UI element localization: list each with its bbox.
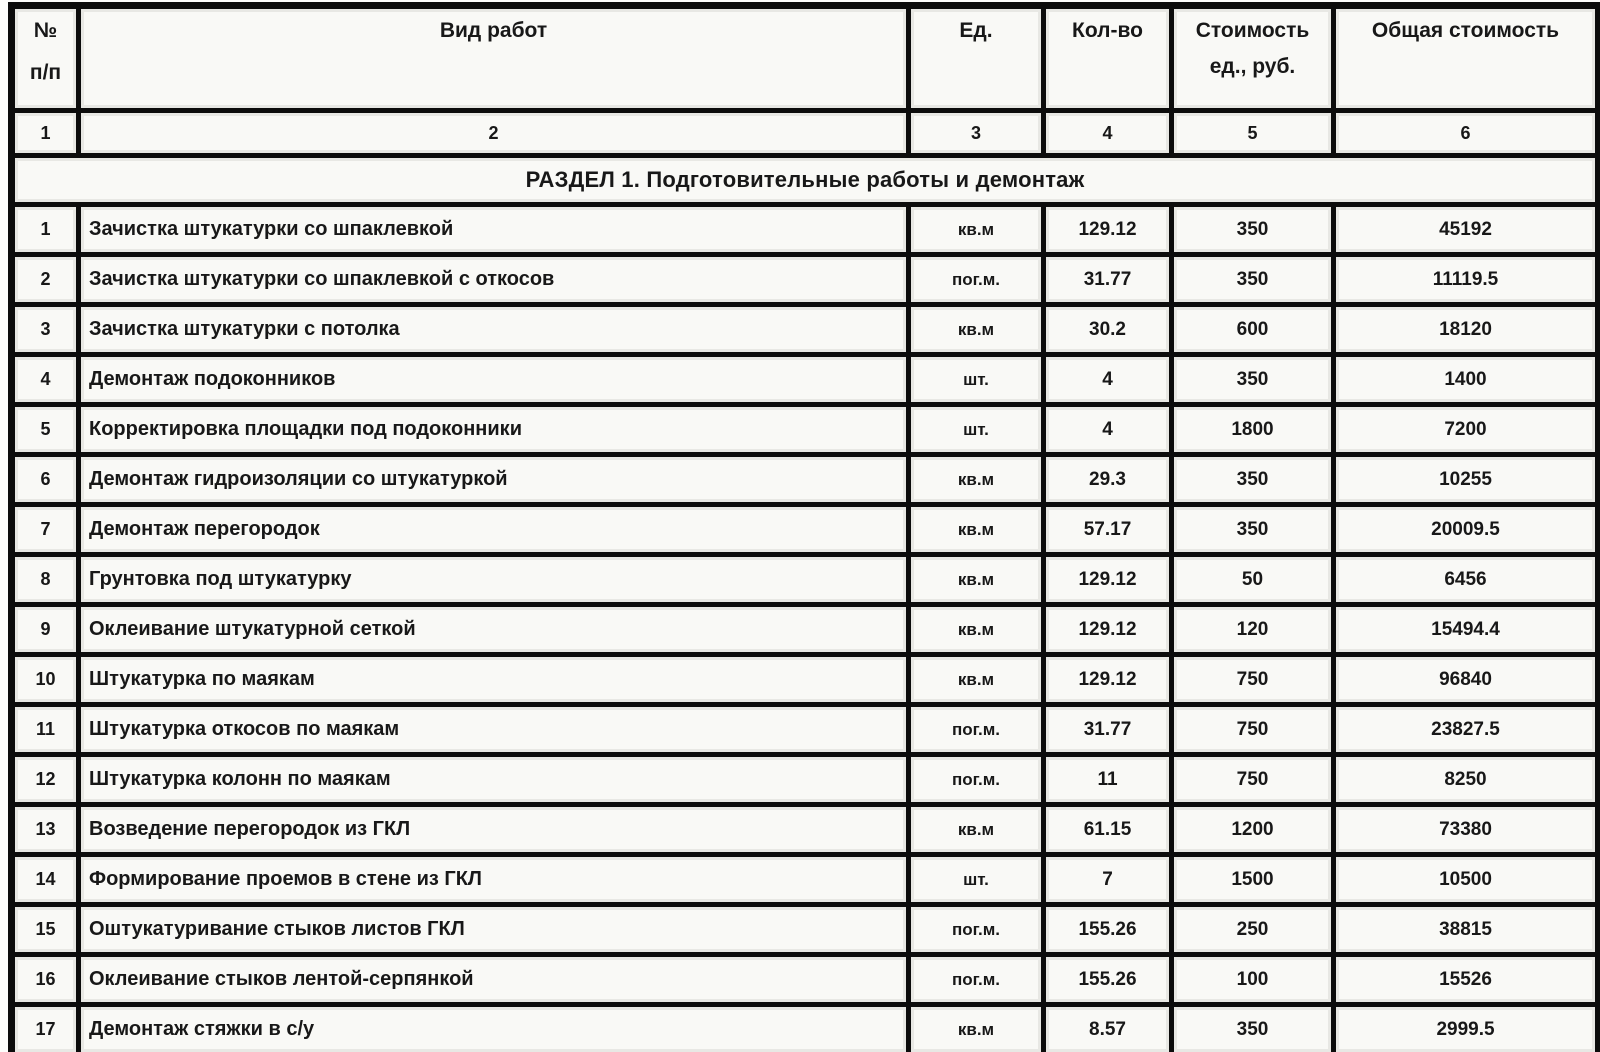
cell-quantity: 31.77 [1044,705,1172,755]
cell-total-cost: 96840 [1334,655,1599,705]
table-row [12,605,1599,655]
table-row [12,705,1599,755]
cell-quantity: 4 [1044,405,1172,455]
cell-row-number: 9 [12,605,79,655]
cell-unit: кв.м [909,555,1044,605]
cell-total-cost: 10500 [1334,855,1599,905]
cell-quantity: 4 [1044,355,1172,405]
cell-total-cost: 8250 [1334,755,1599,805]
cell-quantity: 7 [1044,855,1172,905]
cell-row-number: 2 [12,255,79,305]
cell-work-type: Оклеивание стыков лентой-серпянкой [79,955,909,1005]
cell-total-cost: 1400 [1334,355,1599,405]
cell-unit: кв.м [909,605,1044,655]
col-header-total-cost: Общая стоимость [1334,6,1599,111]
table-row [12,755,1599,805]
col-header-unit-price-line1: Стоимость [1195,19,1310,42]
col-header-quantity: Кол-во [1044,6,1172,111]
cell-total-cost: 73380 [1334,805,1599,855]
cell-unit-price: 250 [1172,905,1334,955]
cell-quantity: 29.3 [1044,455,1172,505]
cell-total-cost: 7200 [1334,405,1599,455]
cell-unit: шт. [909,405,1044,455]
cell-unit: пог.м. [909,705,1044,755]
cell-unit-price: 50 [1172,555,1334,605]
col-header-num-line1: № [33,19,58,42]
cell-unit: кв.м [909,305,1044,355]
cell-row-number: 6 [12,455,79,505]
cell-quantity: 129.12 [1044,655,1172,705]
header-row [12,6,1599,111]
cell-unit-price: 750 [1172,655,1334,705]
cell-unit: шт. [909,855,1044,905]
cell-total-cost: 38815 [1334,905,1599,955]
table-row [12,655,1599,705]
cell-total-cost: 45192 [1334,205,1599,255]
cell-work-type: Грунтовка под штукатурку [79,555,909,605]
table-row [12,505,1599,555]
cell-total-cost: 6456 [1334,555,1599,605]
cell-unit-price: 1200 [1172,805,1334,855]
col-header-num [12,6,79,111]
table-row [12,555,1599,605]
cell-unit-price: 350 [1172,455,1334,505]
cell-unit-price: 350 [1172,255,1334,305]
cell-work-type: Штукатурка откосов по маякам [79,705,909,755]
cell-unit-price: 750 [1172,705,1334,755]
table-row [12,255,1599,305]
cell-quantity: 57.17 [1044,505,1172,555]
cell-unit-price: 100 [1172,955,1334,1005]
cell-unit: кв.м [909,1005,1044,1052]
cell-quantity: 61.15 [1044,805,1172,855]
cell-total-cost: 23827.5 [1334,705,1599,755]
col-header-unit-price-line2: ед., руб. [1209,55,1296,78]
table-row [12,205,1599,255]
section-header-row [12,156,1599,205]
cell-row-number: 1 [12,205,79,255]
cell-work-type: Зачистка штукатурки со шпаклевкой с откосов [79,255,909,305]
col-header-unit-price [1172,6,1334,111]
cell-unit: пог.м. [909,255,1044,305]
cell-unit-price: 750 [1172,755,1334,805]
cell-work-type: Демонтаж стяжки в с/у [79,1005,909,1052]
cell-unit: кв.м [909,205,1044,255]
estimate-table [8,2,1600,1052]
cell-unit: пог.м. [909,905,1044,955]
cell-work-type: Демонтаж перегородок [79,505,909,555]
cell-work-type: Зачистка штукатурки со шпаклевкой [79,205,909,255]
cell-unit: пог.м. [909,955,1044,1005]
table-row [12,355,1599,405]
table-row [12,955,1599,1005]
cell-row-number: 10 [12,655,79,705]
cell-row-number: 8 [12,555,79,605]
cell-quantity: 11 [1044,755,1172,805]
cell-row-number: 5 [12,405,79,455]
table-row [12,905,1599,955]
cell-quantity: 8.57 [1044,1005,1172,1052]
col-header-unit: Ед. [909,6,1044,111]
cell-work-type: Демонтаж гидроизоляции со штукатуркой [79,455,909,505]
cell-quantity: 129.12 [1044,205,1172,255]
col-header-work-type: Вид работ [79,6,909,111]
cell-unit: шт. [909,355,1044,405]
cell-row-number: 17 [12,1005,79,1052]
cell-total-cost: 11119.5 [1334,255,1599,305]
cell-row-number: 7 [12,505,79,555]
cell-quantity: 31.77 [1044,255,1172,305]
cell-row-number: 13 [12,805,79,855]
table-row [12,305,1599,355]
cell-total-cost: 15494.4 [1334,605,1599,655]
cell-quantity: 129.12 [1044,605,1172,655]
cell-quantity: 30.2 [1044,305,1172,355]
cell-row-number: 15 [12,905,79,955]
cell-work-type: Штукатурка по маякам [79,655,909,705]
cell-row-number: 4 [12,355,79,405]
cell-total-cost: 20009.5 [1334,505,1599,555]
cell-total-cost: 2999.5 [1334,1005,1599,1052]
cell-unit-price: 350 [1172,205,1334,255]
cell-unit-price: 350 [1172,1005,1334,1052]
cell-unit: кв.м [909,455,1044,505]
cell-unit-price: 350 [1172,355,1334,405]
cell-work-type: Формирование проемов в стене из ГКЛ [79,855,909,905]
section-title: РАЗДЕЛ 1. Подготовительные работы и демонтаж [12,156,1599,205]
cell-unit-price: 1500 [1172,855,1334,905]
cell-unit: кв.м [909,805,1044,855]
cell-work-type: Зачистка штукатурки с потолка [79,305,909,355]
cell-row-number: 3 [12,305,79,355]
cell-total-cost: 10255 [1334,455,1599,505]
col-index-cell: 4 [1044,111,1172,156]
cell-row-number: 11 [12,705,79,755]
cell-total-cost: 18120 [1334,305,1599,355]
table-row [12,805,1599,855]
cell-row-number: 14 [12,855,79,905]
cell-work-type: Демонтаж подоконников [79,355,909,405]
col-index-cell: 2 [79,111,909,156]
cell-total-cost: 15526 [1334,955,1599,1005]
col-header-num-line2: п/п [29,61,62,84]
cell-unit-price: 350 [1172,505,1334,555]
table-row [12,1005,1599,1052]
cell-quantity: 129.12 [1044,555,1172,605]
cell-quantity: 155.26 [1044,905,1172,955]
cell-unit-price: 120 [1172,605,1334,655]
cell-unit: пог.м. [909,755,1044,805]
col-index-cell: 5 [1172,111,1334,156]
cell-work-type: Возведение перегородок из ГКЛ [79,805,909,855]
column-index-row [12,111,1599,156]
cell-row-number: 16 [12,955,79,1005]
col-index-cell: 6 [1334,111,1599,156]
cell-unit: кв.м [909,505,1044,555]
table-row [12,455,1599,505]
col-index-cell: 3 [909,111,1044,156]
cell-quantity: 155.26 [1044,955,1172,1005]
cell-row-number: 12 [12,755,79,805]
col-index-cell: 1 [12,111,79,156]
cell-unit: кв.м [909,655,1044,705]
cell-work-type: Штукатурка колонн по маякам [79,755,909,805]
table-row [12,405,1599,455]
cell-unit-price: 600 [1172,305,1334,355]
cell-work-type: Корректировка площадки под подоконники [79,405,909,455]
cell-unit-price: 1800 [1172,405,1334,455]
cell-work-type: Оштукатуривание стыков листов ГКЛ [79,905,909,955]
cell-work-type: Оклеивание штукатурной сеткой [79,605,909,655]
table-row [12,855,1599,905]
